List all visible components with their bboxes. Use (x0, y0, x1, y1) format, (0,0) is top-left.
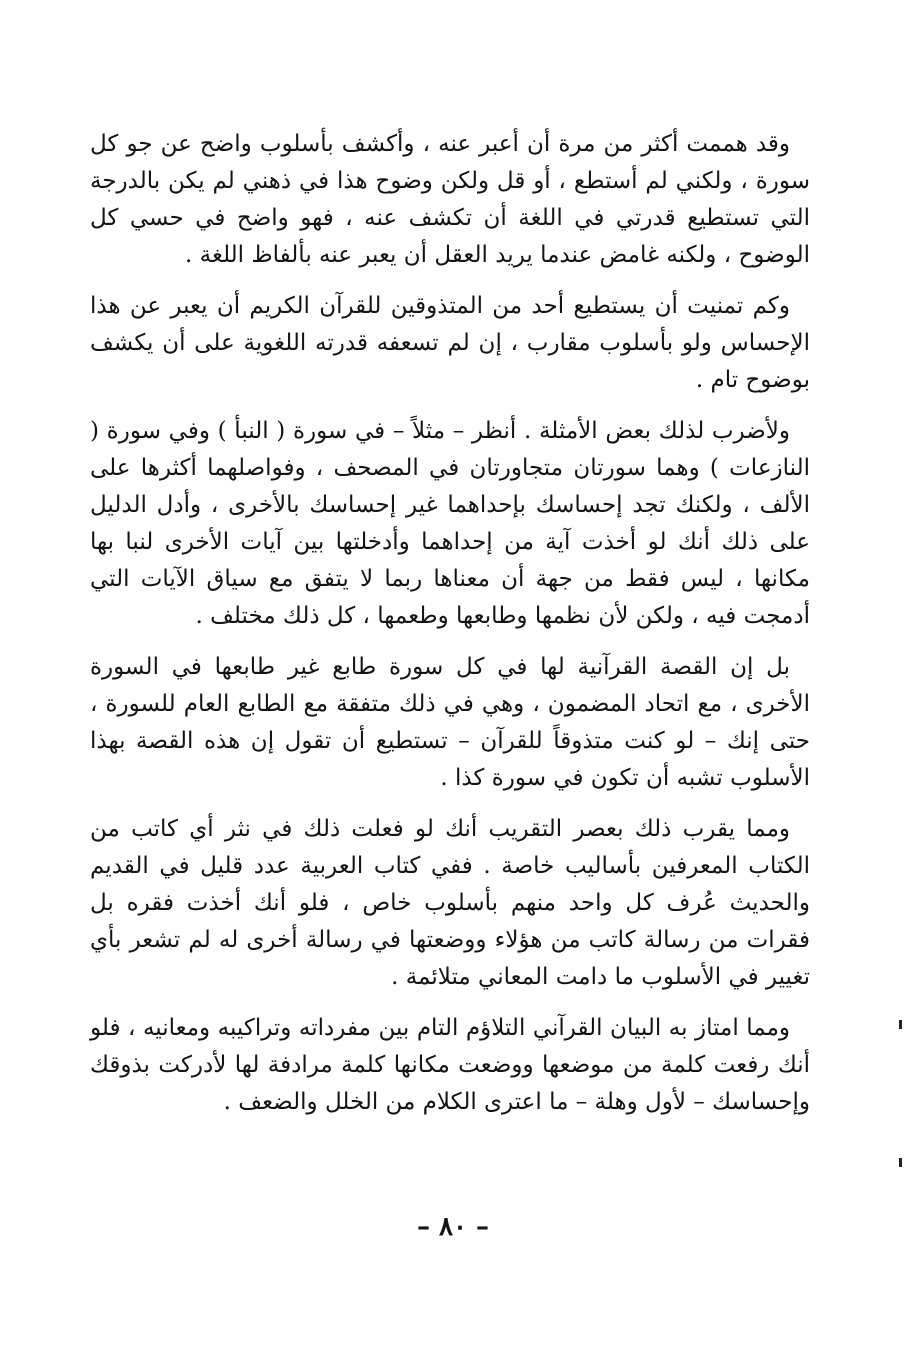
paragraph-5: ومما يقرب ذلك بعصر التقريب أنك لو فعلت ذلك في نثر أي كاتب من الكتاب المعرفين بأساليب خاصة . ففي كتاب العربية عدد قليل في القديم والحديث عُرف كل واحد منهم بأسلوب خاص ، فلو أنك أخذت فقره بل فقرات من رسالة كاتب من هؤلاء ووضعتها في رسالة أخرى له لم تشعر بأي تغيير في الأسلوب ما دامت المعاني متلائمة . (90, 816, 810, 990)
body-text (90, 126, 810, 1135)
paragraph-3: ولأضرب لذلك بعض الأمثلة . أنظر – مثلاً – في سورة ( النبأ ) وفي سورة ( النازعات ) وهما سورتان متجاورتان في المصحف ، وفواصلهما أكثرها على الألف ، ولكنك تجد إحساسك بإحداهما غير إحساسك بالأخرى ، وأدل الدليل على ذلك أنك لو أخذت آية من إحداهما وأدخلتها بين آيات الأخرى لنبا بها مكانها ، ليس فقط من جهة أن معناها ربما لا يتفق مع سياق الآيات التي أدمجت فيه ، ولكن لأن نظمها وطابعها وطعمها ، كل ذلك مختلف . (90, 418, 810, 629)
paragraph-2: وكم تمنيت أن يستطيع أحد من المتذوقين للقرآن الكريم أن يعبر عن هذا الإحساس ولو بأسلوب مقارب ، إن لم تسعفه قدرته اللغوية على أن يكشف بوضوح تام . (90, 293, 810, 393)
paragraph-4: بل إن القصة القرآنية لها في كل سورة طابع غير طابعها في السورة الأخرى ، مع اتحاد المضمون ، وهي في ذلك متفقة مع الطابع العام للسورة ، حتى إنك – لو كنت متذوقاً للقرآن – تستطيع أن تقول إن هذه القصة بهذا الأسلوب تشبه أن تكون في سورة كذا . (90, 654, 810, 791)
paragraph-6: ومما امتاز به البيان القرآني التلاؤم التام بين مفرداته وتراكيبه ومعانيه ، فلو أنك رفعت كلمة من موضعها ووضعت مكانها كلمة مرادفة لها لأدركت بذوقك وإحساسك – لأول وهلة – ما اعترى الكلام من الخلل والضعف . (90, 1015, 810, 1115)
paragraph-1: وقد هممت أكثر من مرة أن أعبر عنه ، وأكشف بأسلوب واضح عن جو كل سورة ، ولكني لم أستطع ، أو قل ولكن وضوح هذا في ذهني لم يكن بالدرجة التي تستطيع قدرتي في اللغة أن تكشف عنه ، فهو واضح في حسي كل الوضوح ، ولكنه غامض عندما يريد العقل أن يعبر عنه بألفاظ اللغة . (90, 131, 810, 268)
scan-margin-mark (899, 1020, 902, 1029)
scan-margin-mark (899, 1158, 902, 1167)
page-number: – ٨٠ – (416, 1212, 490, 1242)
